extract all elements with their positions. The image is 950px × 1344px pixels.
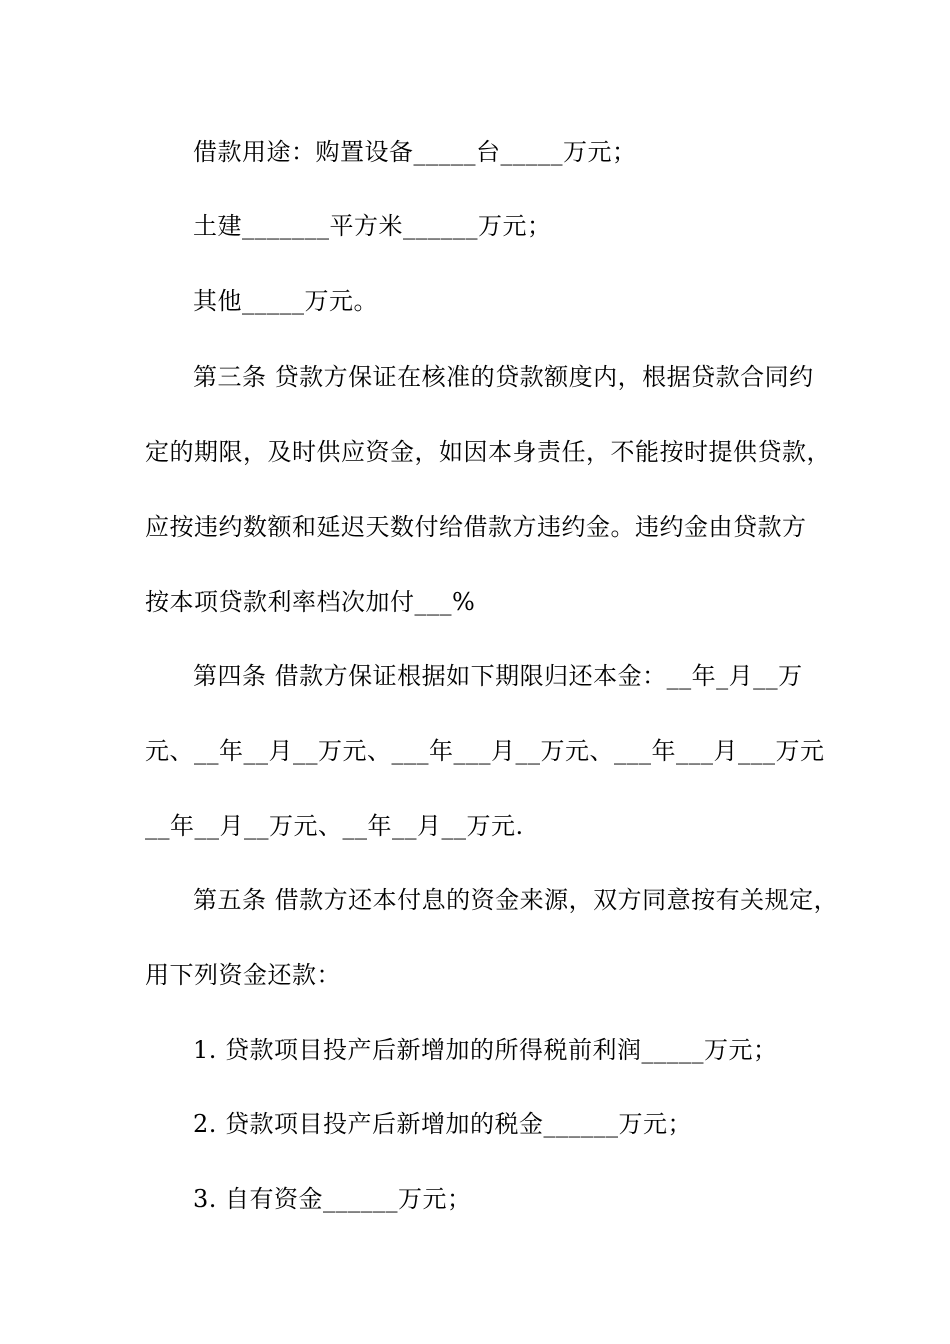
article-4-line-3: __年__月__万元、__年__月__万元. <box>145 812 524 840</box>
loan-purpose-construction: 土建_______平方米______万元； <box>193 212 552 240</box>
article-4-line-1: 第四条 借款方保证根据如下期限归还本金：__年_月__万 <box>193 662 803 690</box>
article-3-line-2: 定的期限，及时供应资金，如因本身责任，不能按时提供贷款， <box>145 438 831 466</box>
loan-purpose-equipment: 借款用途：购置设备_____台_____万元； <box>193 138 637 166</box>
repayment-item-1: 1. 贷款项目投产后新增加的所得税前利润_____万元； <box>193 1036 778 1064</box>
article-5-line-2: 用下列资金还款： <box>145 961 341 989</box>
article-5-line-1: 第五条 借款方还本付息的资金来源，双方同意按有关规定， <box>193 886 839 914</box>
article-4-line-2: 元、__年__月__万元、___年___月__万元、___年___月___万元 <box>145 737 825 765</box>
repayment-item-2: 2. 贷款项目投产后新增加的税金______万元； <box>193 1110 693 1138</box>
repayment-item-3: 3. 自有资金______万元； <box>193 1185 472 1213</box>
article-3-line-3: 应按违约数额和延迟天数付给借款方违约金。违约金由贷款方 <box>145 513 807 541</box>
article-3-line-4: 按本项贷款利率档次加付___% <box>145 588 476 616</box>
loan-purpose-other: 其他_____万元。 <box>193 287 378 315</box>
article-3-line-1: 第三条 贷款方保证在核准的贷款额度内，根据贷款合同约 <box>193 363 814 391</box>
